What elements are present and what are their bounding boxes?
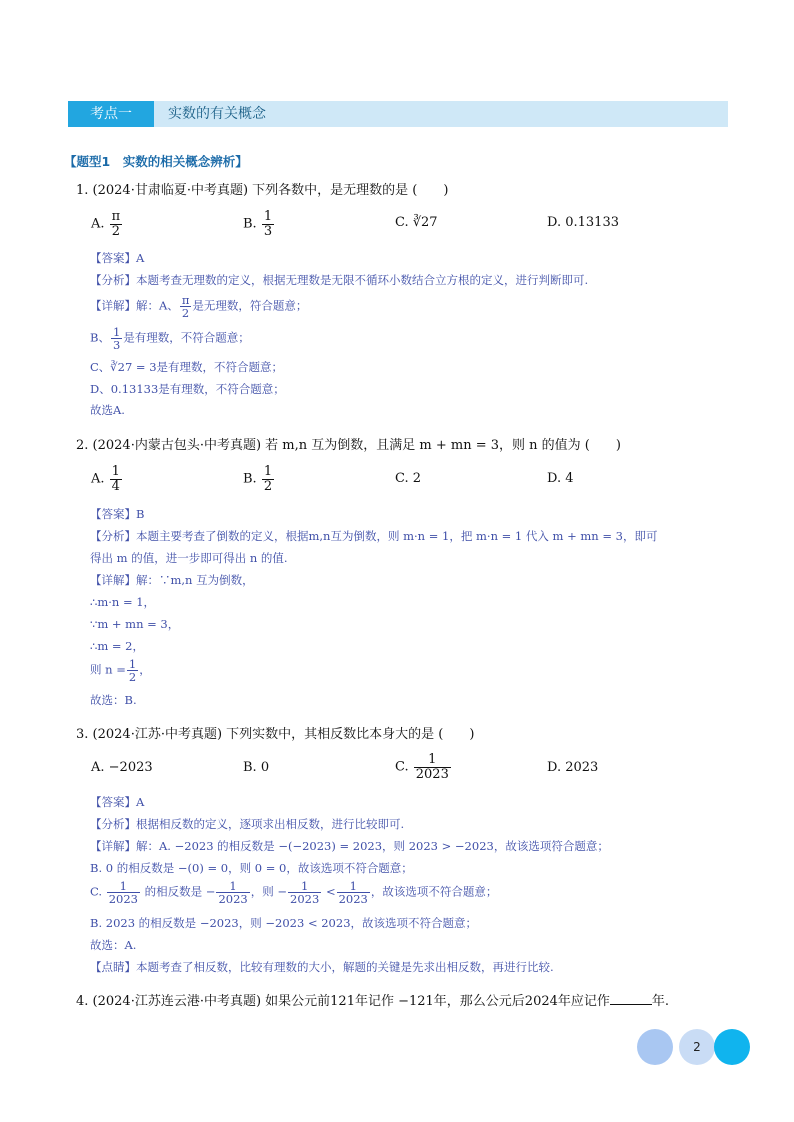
q1-option-c: C. ∛27 xyxy=(395,215,438,230)
q4-answer-blank[interactable] xyxy=(610,994,652,1005)
section-tag: 考点一 xyxy=(68,101,154,127)
question-type-title: 【题型1 实数的相关概念辨析】 xyxy=(64,154,248,169)
q2-detail-line3: ∵m + mn = 3， xyxy=(90,617,180,631)
q1-detail-a: 【详解】解：A、 $\frac{\pi}{2}$ 是无理数，符合题意； xyxy=(90,293,308,321)
q2-conclusion: 故选：B. xyxy=(90,693,137,707)
q2-option-c: C. 2 xyxy=(395,471,422,486)
q1-answer: 【答案】A xyxy=(90,251,145,265)
question-2-stem: 2. (2024·内蒙古包头·中考真题) 若 m,n 互为倒数，且满足 m + mn = 3，则 n 的值为 ( ) xyxy=(76,438,621,453)
q3-option-d: D. 2023 xyxy=(547,760,599,775)
q2-option-a: A. $\frac{1}{4}$ xyxy=(91,464,120,494)
section-title: 实数的有关概念 xyxy=(168,106,266,122)
q1-option-a-fraction: $\frac{\pi}{2}$ xyxy=(111,209,121,239)
q3-detail-c: C. $\frac{1}{2023}$ 的相反数是 − $\frac{1}{2023}$ ，则 − $\frac{1}{2023}$ < $\frac{1}{2023}$ ，故该选项不符合题意； xyxy=(90,879,498,907)
q3-detail-a: 【详解】解：A. −2023 的相反数是 −(−2023) = 2023，则 2023 > −2023，故该选项符合题意； xyxy=(90,839,609,853)
q1-detail-b: B、 $\frac{1}{3}$ 是有理数，不符合题意； xyxy=(90,325,250,353)
q2-analysis-line1: 【分析】本题主要考查了倒数的定义，根据m,n互为倒数，则 m·n = 1，把 m·n = 1 代入 m + mn = 3，即可 xyxy=(90,529,658,543)
q2-detail-line5: 则 n = $\frac{1}{2}$ ， xyxy=(90,657,151,685)
q3-option-c: C. $\frac{1}{2023}$ xyxy=(395,752,449,782)
q3-comment: 【点睛】本题考查了相反数，比较有理数的大小，解题的关键是先求出相反数，再进行比较. xyxy=(90,960,554,974)
q3-conclusion: 故选：A. xyxy=(90,938,137,952)
question-4-stem: 4. (2024·江苏连云港·中考真题) 如果公元前121年记作 −121年，那么公元后2024年应记作 年. xyxy=(76,994,670,1009)
q2-answer: 【答案】B xyxy=(90,507,145,521)
q1-analysis: 【分析】本题考查无理数的定义，根据无理数是无限不循环小数结合立方根的定义，进行判断即可. xyxy=(90,273,589,287)
q3-option-b: B. 0 xyxy=(243,760,270,775)
q3-option-a: A. −2023 xyxy=(91,760,153,775)
q2-option-d: D. 4 xyxy=(547,471,574,486)
page-dot-right xyxy=(714,1029,750,1065)
q1-detail-c: C、∛27 = 3是有理数，不符合题意； xyxy=(90,360,284,374)
q2-detail-line1: 【详解】解：∵m,n 互为倒数， xyxy=(90,573,254,587)
question-3-stem: 3. (2024·江苏·中考真题) 下列实数中，其相反数比本身大的是 ( ) xyxy=(76,727,475,742)
q3-detail-d: B. 2023 的相反数是 −2023，则 −2023 < 2023，故该选项不符合题意； xyxy=(90,916,478,930)
q2-option-b: B. $\frac{1}{2}$ xyxy=(243,464,273,494)
q2-detail-line2: ∴m·n = 1， xyxy=(90,595,156,609)
q3-detail-b: B. 0 的相反数是 −(0) = 0，则 0 = 0，故该选项不符合题意； xyxy=(90,861,413,875)
q3-analysis: 【分析】根据相反数的定义，逐项求出相反数，进行比较即可. xyxy=(90,817,405,831)
q1-option-d: D. 0.13133 xyxy=(547,215,619,230)
section-header-bar xyxy=(68,101,728,127)
q1-conclusion: 故选A. xyxy=(90,403,125,417)
q1-option-b-fraction: $\frac{1}{3}$ xyxy=(263,209,273,239)
q1-option-b: B. $\frac{1}{3}$ xyxy=(243,209,273,239)
q1-option-a: A. $\frac{\pi}{2}$ xyxy=(91,209,121,239)
question-1-stem: 1. (2024·甘肃临夏·中考真题) 下列各数中，是无理数的是 ( ) xyxy=(76,183,449,198)
page-number: 2 xyxy=(693,1040,701,1054)
q2-analysis-line2: 得出 m 的值，进一步即可得出 n 的值. xyxy=(90,551,288,565)
page-dot-left xyxy=(637,1029,673,1065)
q2-detail-line4: ∴m = 2， xyxy=(90,639,144,653)
q3-answer: 【答案】A xyxy=(90,795,145,809)
q1-detail-d: D、0.13133是有理数，不符合题意； xyxy=(90,382,285,396)
